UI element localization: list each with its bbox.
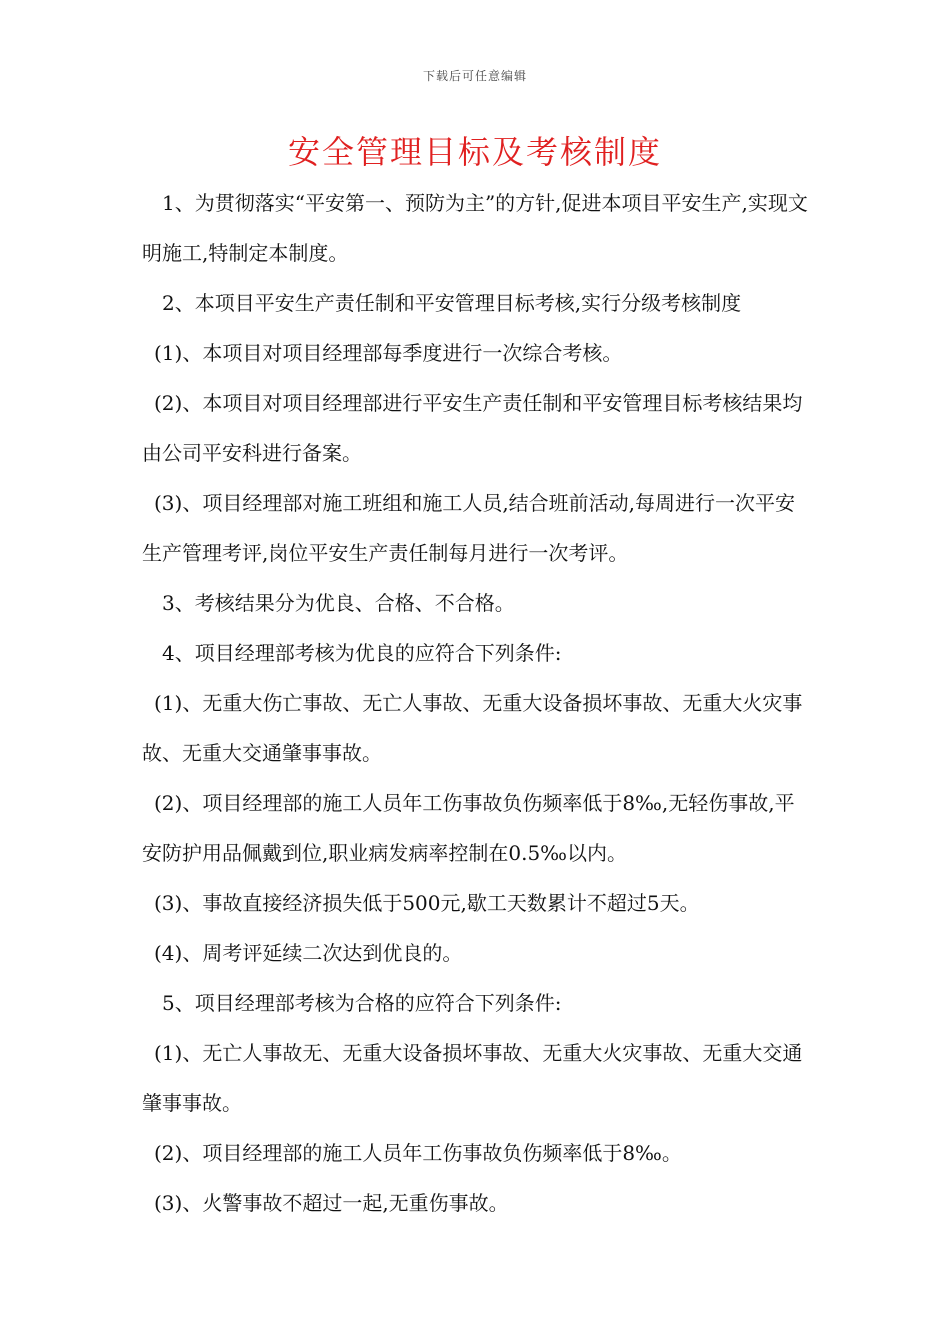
- sub-clause-paragraph: (2)、本项目对项目经理部进行平安生产责任制和平安管理目标考核结果均由公司平安科进行备案。: [142, 391, 803, 465]
- sub-clause-paragraph: (1)、无重大伤亡事故、无亡人事故、无重大设备损坏事故、无重大火灾事故、无重大交通肇事事故。: [142, 691, 803, 765]
- clause-paragraph: 1、为贯彻落实“平安第一、预防为主”的方针,促进本项目平安生产,实现文明施工,特制定本制度。: [142, 191, 808, 265]
- document-body: [142, 178, 808, 1228]
- sub-clause-paragraph: (3)、火警事故不超过一起,无重伤事故。: [154, 1191, 509, 1215]
- clause-paragraph: 2、本项目平安生产责任制和平安管理目标考核,实行分级考核制度: [162, 291, 742, 315]
- sub-clause-paragraph: (3)、项目经理部对施工班组和施工人员,结合班前活动,每周进行一次平安生产管理考评,岗位平安生产责任制每月进行一次考评。: [142, 491, 796, 565]
- header-note: 下载后可任意编辑: [422, 69, 527, 83]
- sub-clause-paragraph: (3)、事故直接经济损失低于500元,歇工天数累计不超过5天。: [154, 891, 700, 915]
- clause-paragraph: 4、项目经理部考核为优良的应符合下列条件:: [162, 641, 562, 665]
- sub-clause-paragraph: (2)、项目经理部的施工人员年工伤事故负伤频率低于8‰,无轻伤事故,平安防护用品佩戴到位,职业病发病率控制在0.5‰以内。: [142, 791, 795, 865]
- clause-paragraph: 5、项目经理部考核为合格的应符合下列条件:: [162, 991, 562, 1015]
- document-title: 安全管理目标及考核制度: [287, 133, 662, 171]
- sub-clause-paragraph: (1)、本项目对项目经理部每季度进行一次综合考核。: [154, 341, 623, 365]
- sub-clause-paragraph: (1)、无亡人事故无、无重大设备损坏事故、无重大火灾事故、无重大交通肇事事故。: [142, 1041, 803, 1115]
- sub-clause-paragraph: (4)、周考评延续二次达到优良的。: [154, 941, 463, 965]
- clause-paragraph: 3、考核结果分为优良、合格、不合格。: [162, 591, 515, 615]
- sub-clause-paragraph: (2)、项目经理部的施工人员年工伤事故负伤频率低于8‰。: [154, 1141, 682, 1165]
